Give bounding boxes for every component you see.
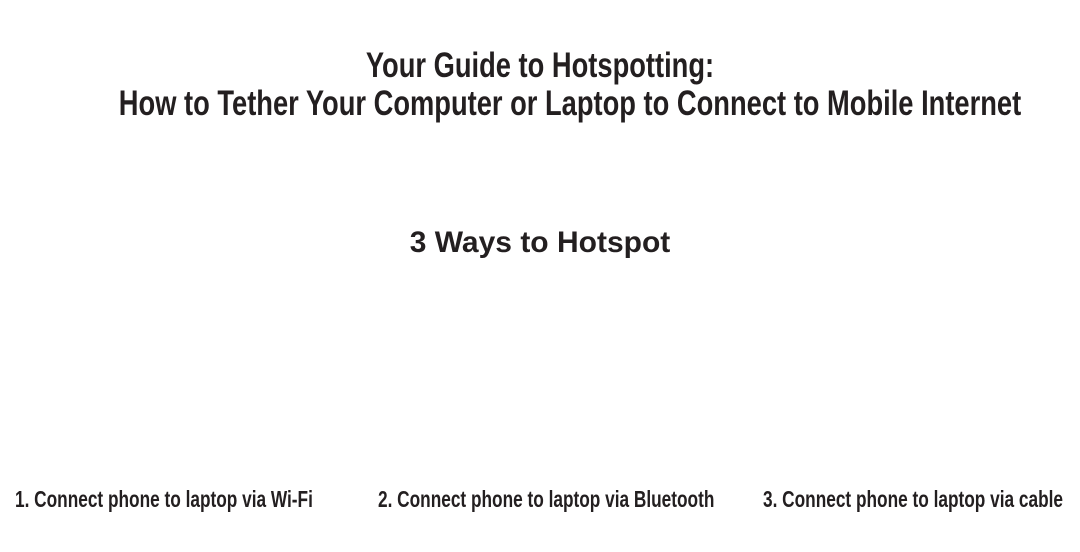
page-title [0, 47, 1080, 123]
method-caption-bluetooth: 2. Connect phone to laptop via Bluetooth [378, 486, 715, 512]
section-heading: 3 Ways to Hotspot [409, 226, 671, 259]
method-caption-wifi: 1. Connect phone to laptop via Wi-Fi [15, 486, 313, 512]
method-caption-cable: 3. Connect phone to laptop via cable [763, 486, 1063, 512]
page-title-line-2: How to Tether Your Computer or Laptop to Connect to Mobile Internet [118, 84, 1022, 123]
page-title-line-1: Your Guide to Hotspotting: [365, 46, 715, 85]
